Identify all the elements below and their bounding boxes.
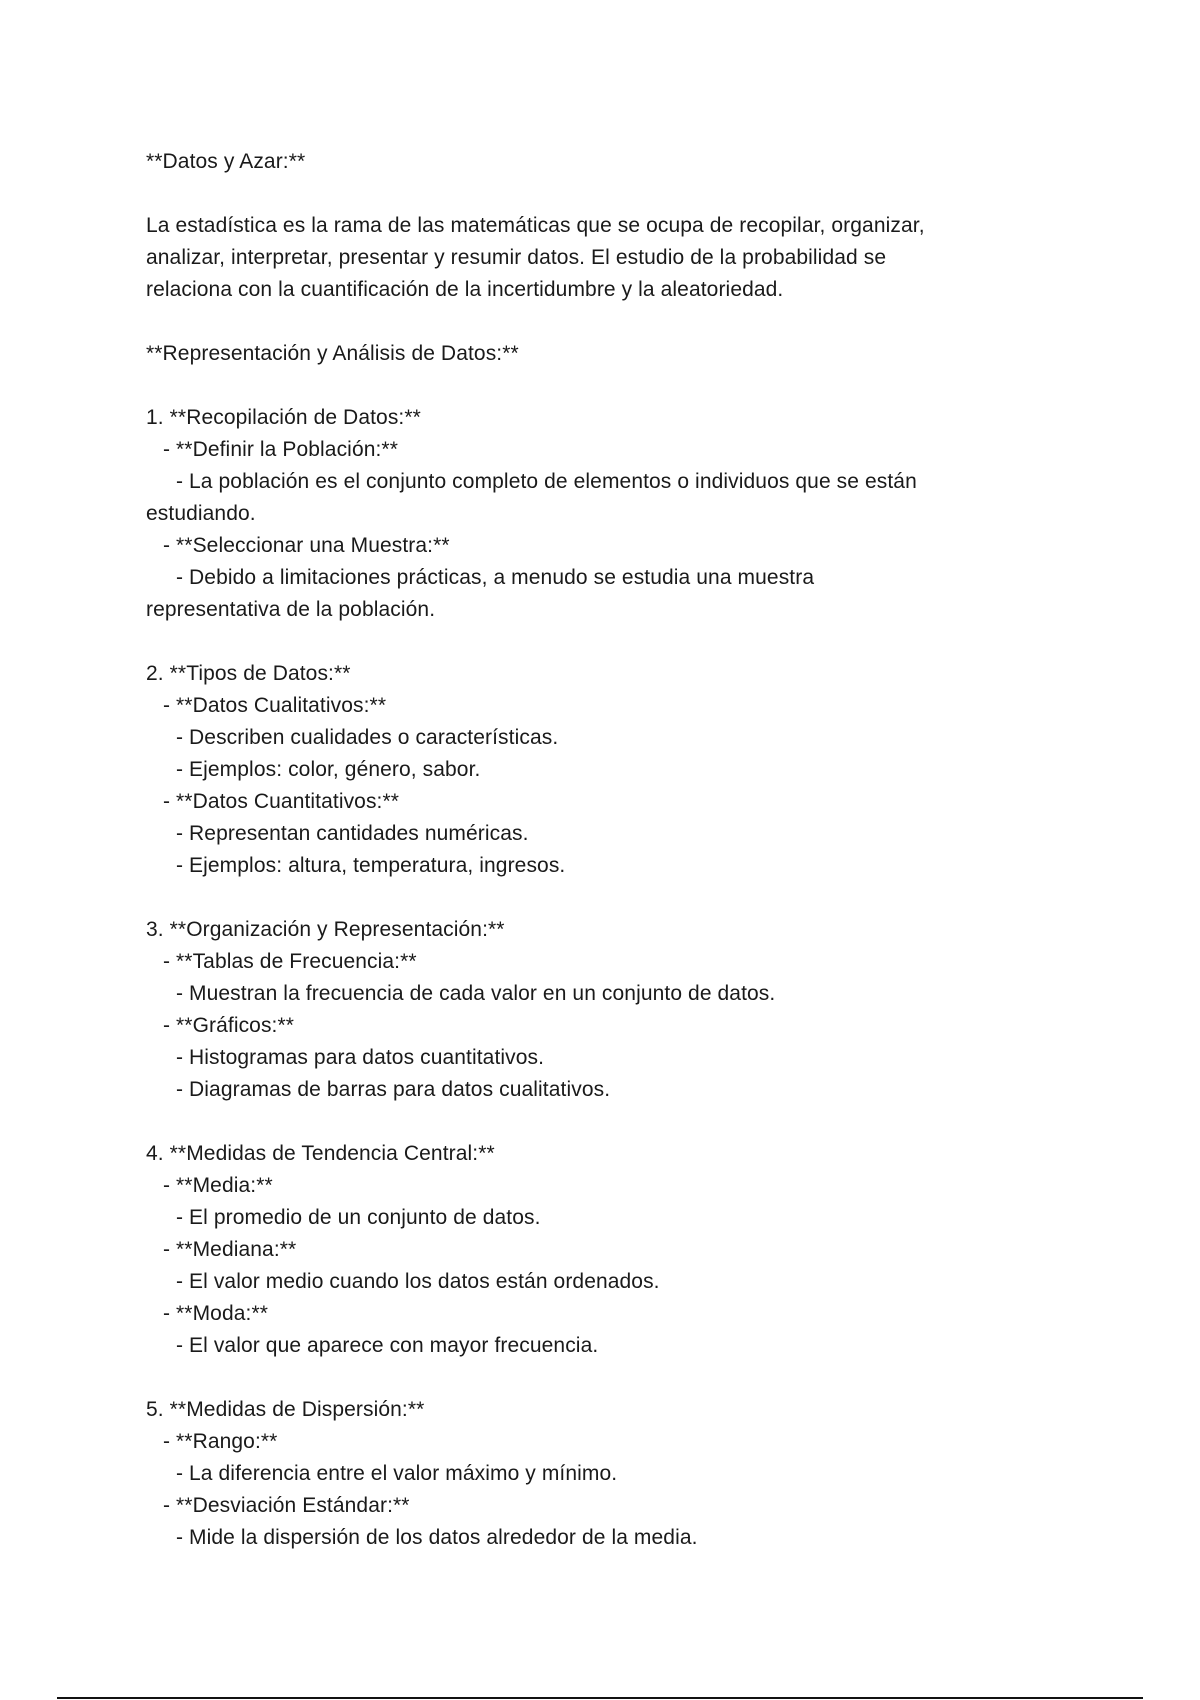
intro-line-1: La estadística es la rama de las matemáticas que se ocupa de recopilar, organizar,	[146, 214, 925, 237]
section-4-item-media: - **Media:**	[163, 1174, 273, 1197]
section-3-item-graficos: - **Gráficos:**	[163, 1014, 295, 1037]
section-4-media-text: - El promedio de un conjunto de datos.	[176, 1206, 541, 1229]
section-5-item-rango: - **Rango:**	[163, 1430, 278, 1453]
intro-line-3: relaciona con la cuantificación de la incertidumbre y la aleatoriedad.	[146, 278, 784, 301]
section-5-heading: 5. **Medidas de Dispersión:**	[146, 1398, 425, 1421]
intro-line-2: analizar, interpretar, presentar y resumir datos. El estudio de la probabilidad se	[146, 246, 887, 269]
section-1-item-poblacion: - **Definir la Población:**	[163, 438, 398, 461]
section-1-poblacion-text: - La población es el conjunto completo de elementos o individuos que se están	[176, 470, 917, 493]
section-3-graficos-text-2: - Diagramas de barras para datos cualitativos.	[176, 1078, 611, 1101]
section-2-item-cualitativos: - **Datos Cualitativos:**	[163, 694, 387, 717]
section-3-heading: 3. **Organización y Representación:**	[146, 918, 505, 941]
section-2-cuantitativos-text-1: - Representan cantidades numéricas.	[176, 822, 529, 845]
section-1-muestra-text-cont: representativa de la población.	[146, 598, 436, 621]
section-2-item-cuantitativos: - **Datos Cuantitativos:**	[163, 790, 400, 813]
section-3-tablas-text-1: - Muestran la frecuencia de cada valor en un conjunto de datos.	[176, 982, 776, 1005]
section-3-graficos-text-1: - Histogramas para datos cuantitativos.	[176, 1046, 545, 1069]
section-4-mediana-text: - El valor medio cuando los datos están ordenados.	[176, 1270, 660, 1293]
section-subtitle: **Representación y Análisis de Datos:**	[146, 342, 519, 365]
section-4-item-mediana: - **Mediana:**	[163, 1238, 297, 1261]
section-1-poblacion-text-cont: estudiando.	[146, 502, 256, 525]
section-1-muestra-text: - Debido a limitaciones prácticas, a menudo se estudia una muestra	[176, 566, 815, 589]
page-bottom-rule	[57, 1697, 1143, 1699]
document-page	[146, 146, 1046, 1554]
section-4-moda-text: - El valor que aparece con mayor frecuencia.	[176, 1334, 599, 1357]
section-1-item-muestra: - **Seleccionar una Muestra:**	[163, 534, 450, 557]
section-2-cualitativos-text-2: - Ejemplos: color, género, sabor.	[176, 758, 481, 781]
section-5-item-desviacion: - **Desviación Estándar:**	[163, 1494, 410, 1517]
section-1-heading: 1. **Recopilación de Datos:**	[146, 406, 421, 429]
section-3-item-tablas: - **Tablas de Frecuencia:**	[163, 950, 417, 973]
section-4-item-moda: - **Moda:**	[163, 1302, 268, 1325]
section-4-heading: 4. **Medidas de Tendencia Central:**	[146, 1142, 495, 1165]
document-title: **Datos y Azar:**	[146, 150, 306, 173]
section-5-rango-text: - La diferencia entre el valor máximo y mínimo.	[176, 1462, 618, 1485]
section-2-heading: 2. **Tipos de Datos:**	[146, 662, 351, 685]
section-2-cuantitativos-text-2: - Ejemplos: altura, temperatura, ingresos.	[176, 854, 566, 877]
section-5-desviacion-text: - Mide la dispersión de los datos alrededor de la media.	[176, 1526, 698, 1549]
section-2-cualitativos-text-1: - Describen cualidades o características.	[176, 726, 559, 749]
